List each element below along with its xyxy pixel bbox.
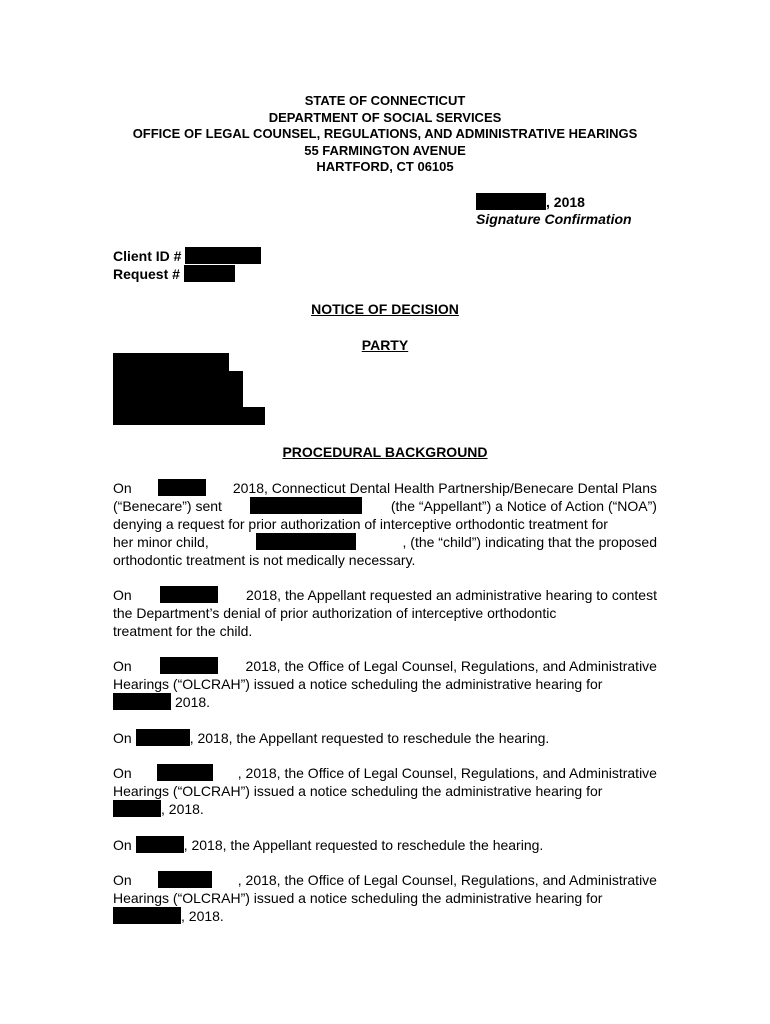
p7-line2: Hearings (“OLCRAH”) issued a notice scheduling the administrative hearing for bbox=[113, 890, 603, 906]
date-year: , 2018 bbox=[546, 194, 585, 210]
paragraph-7 bbox=[113, 871, 657, 925]
redaction bbox=[160, 586, 218, 603]
redaction bbox=[113, 800, 161, 817]
p4-on: On bbox=[113, 730, 132, 746]
paragraph-3 bbox=[113, 657, 657, 711]
client-id-line bbox=[113, 247, 261, 264]
p5-line1: , 2018, the Office of Legal Counsel, Regulations, and Administrative bbox=[237, 765, 657, 781]
paragraph-1 bbox=[113, 479, 657, 569]
paragraph-6 bbox=[113, 836, 657, 854]
redaction bbox=[250, 497, 362, 514]
p7-line3: , 2018. bbox=[181, 908, 224, 924]
p2-on: On bbox=[113, 587, 132, 603]
p3-line3: 2018. bbox=[175, 694, 211, 710]
p3-line1: 2018, the Office of Legal Counsel, Regulations, and Administrative bbox=[245, 658, 657, 674]
redaction bbox=[113, 907, 181, 924]
client-id-label: Client ID # bbox=[113, 248, 182, 264]
letterhead-line-city: HARTFORD, CT 06105 bbox=[316, 159, 454, 174]
letterhead-line-office: OFFICE OF LEGAL COUNSEL, REGULATIONS, AND ADMINISTRATIVE HEARINGS bbox=[132, 126, 638, 141]
letterhead-line-department: DEPARTMENT OF SOCIAL SERVICES bbox=[268, 109, 502, 125]
p1-line1: 2018, Connecticut Dental Health Partnership/Benecare Dental Plans bbox=[232, 480, 657, 496]
p1-line2b: (the “Appellant”) a Notice of Action (“NOA”) bbox=[390, 498, 657, 514]
paragraph-5 bbox=[113, 764, 657, 818]
redaction bbox=[157, 764, 213, 781]
p1-on: On bbox=[113, 480, 132, 496]
letterhead-line-state: STATE OF CONNECTICUT bbox=[304, 93, 466, 108]
redaction bbox=[136, 836, 184, 853]
p3-line2: Hearings (“OLCRAH”) issued a notice scheduling the administrative hearing for bbox=[113, 676, 603, 692]
p3-on: On bbox=[113, 658, 132, 674]
p1-line4a: her minor child, bbox=[113, 534, 209, 550]
p4-text: , 2018, the Appellant requested to reschedule the hearing. bbox=[189, 730, 550, 746]
redaction bbox=[113, 693, 171, 710]
request-line bbox=[113, 265, 235, 282]
p1-line2a: (“Benecare”) sent bbox=[113, 498, 222, 514]
p1-line3: denying a request for prior authorization of interceptive orthodontic treatment for bbox=[113, 516, 608, 532]
p6-on: On bbox=[113, 837, 132, 853]
p6-text: , 2018, the Appellant requested to reschedule the hearing. bbox=[183, 837, 544, 853]
p5-line3: , 2018. bbox=[161, 801, 204, 817]
party-heading: PARTY bbox=[361, 337, 409, 353]
letterhead-line-street: 55 FARMINGTON AVENUE bbox=[304, 142, 466, 158]
paragraph-2 bbox=[113, 586, 657, 640]
date-line bbox=[476, 193, 585, 210]
p2-line3: treatment for the child. bbox=[113, 623, 253, 639]
redaction-party-address1 bbox=[113, 371, 243, 389]
request-label: Request # bbox=[113, 266, 180, 282]
redaction bbox=[256, 533, 356, 550]
p1-line4b: , (the “child”) indicating that the proposed bbox=[402, 534, 657, 550]
redaction bbox=[160, 657, 218, 674]
p1-line5: orthodontic treatment is not medically necessary. bbox=[113, 552, 416, 568]
p7-line1: , 2018, the Office of Legal Counsel, Regulations, and Administrative bbox=[237, 872, 657, 888]
redaction-date bbox=[476, 193, 546, 210]
p5-line2: Hearings (“OLCRAH”) issued a notice scheduling the administrative hearing for bbox=[113, 783, 603, 799]
redaction bbox=[158, 871, 212, 888]
p2-line1: 2018, the Appellant requested an administrative hearing to contest bbox=[246, 587, 657, 603]
redaction-party-address3 bbox=[113, 407, 265, 425]
notice-title: NOTICE OF DECISION bbox=[311, 301, 459, 317]
procedural-heading: PROCEDURAL BACKGROUND bbox=[282, 444, 488, 460]
redaction bbox=[136, 729, 190, 746]
signature-confirmation: Signature Confirmation bbox=[476, 211, 632, 227]
redaction-client-id bbox=[185, 247, 261, 264]
p7-on: On bbox=[113, 872, 132, 888]
redaction-party-name bbox=[113, 353, 229, 371]
redaction-request bbox=[184, 265, 235, 282]
redaction bbox=[158, 479, 206, 496]
p2-line2: the Department’s denial of prior authorization of interceptive orthodontic bbox=[113, 605, 557, 621]
redaction-party-address2 bbox=[113, 389, 243, 407]
p5-on: On bbox=[113, 765, 132, 781]
paragraph-4 bbox=[113, 729, 657, 747]
